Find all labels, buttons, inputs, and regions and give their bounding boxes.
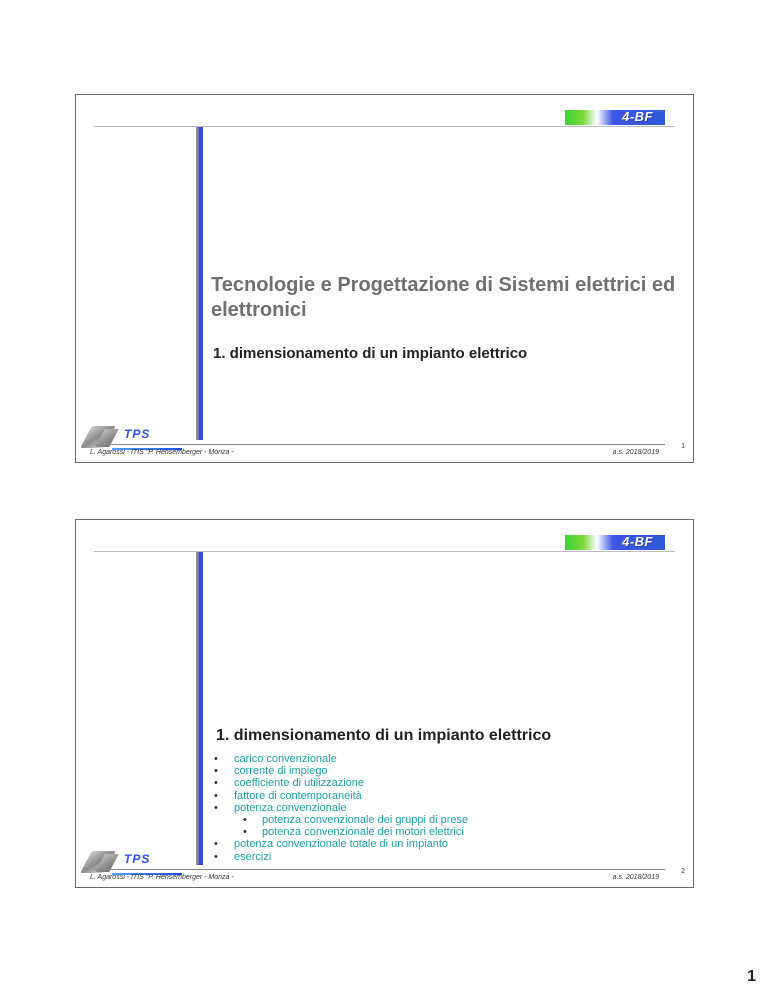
list-subitem: • potenza convenzionale dei motori elettrici	[243, 826, 464, 839]
bullet-icon: •	[243, 814, 247, 827]
class-badge	[565, 535, 665, 550]
slide-title: Tecnologie e Progettazione di Sistemi elettrici ed elettronici	[211, 274, 676, 321]
footer-year: a.s. 2018/2019	[612, 449, 659, 456]
bullet-icon: •	[214, 753, 218, 765]
footer-author: L. Agarossi - ITIS "P. Hensemberger - Monza -	[90, 874, 234, 881]
page-number: 1	[747, 968, 756, 985]
class-badge-label: 4-BF	[622, 109, 653, 124]
footer-year: a.s. 2018/2019	[612, 874, 659, 881]
bullet-icon: •	[214, 765, 218, 778]
tps-logo-text: TPS	[124, 852, 151, 866]
class-badge	[565, 110, 665, 125]
vertical-accent-bar	[196, 127, 203, 440]
slide-number: 2	[681, 868, 685, 875]
slide-title: 1. dimensionamento di un impianto elettrico	[216, 727, 552, 744]
slide-1	[75, 94, 694, 463]
footer-author: L. Agarossi - ITIS "P. Hensemberger - Monza -	[90, 449, 234, 456]
vertical-accent-bar	[196, 552, 203, 865]
bullet-icon: •	[214, 777, 218, 790]
class-badge-label: 4-BF	[622, 534, 653, 549]
list-item: • corrente di impiego	[214, 765, 328, 778]
bottom-rule	[94, 869, 665, 870]
list-item: • potenza convenzionale totale di un impianto	[214, 838, 449, 851]
slide-subtitle: 1. dimensionamento di un impianto elettrico	[213, 345, 528, 362]
list-item: • carico convenzionale	[214, 753, 337, 765]
list-item: • esercizi	[214, 850, 272, 863]
list-item: • coefficiente di utilizzazione	[214, 777, 365, 790]
slide-2	[75, 519, 694, 888]
tps-logo-text: TPS	[124, 427, 151, 441]
bullet-icon: •	[243, 826, 247, 839]
slide-number: 1	[681, 443, 685, 450]
bullet-icon: •	[214, 838, 218, 851]
topic-list	[214, 753, 468, 863]
bullet-icon: •	[214, 801, 218, 814]
bullet-icon: •	[214, 850, 218, 863]
list-item: • potenza convenzionale	[214, 801, 347, 814]
top-rule	[94, 551, 675, 552]
list-item: • fattore di contemporaneità	[214, 789, 362, 802]
bottom-rule	[94, 444, 665, 445]
list-subitem: • potenza convenzionale dei gruppi di prese	[243, 814, 469, 827]
bullet-icon: •	[214, 789, 218, 802]
top-rule	[94, 126, 675, 127]
